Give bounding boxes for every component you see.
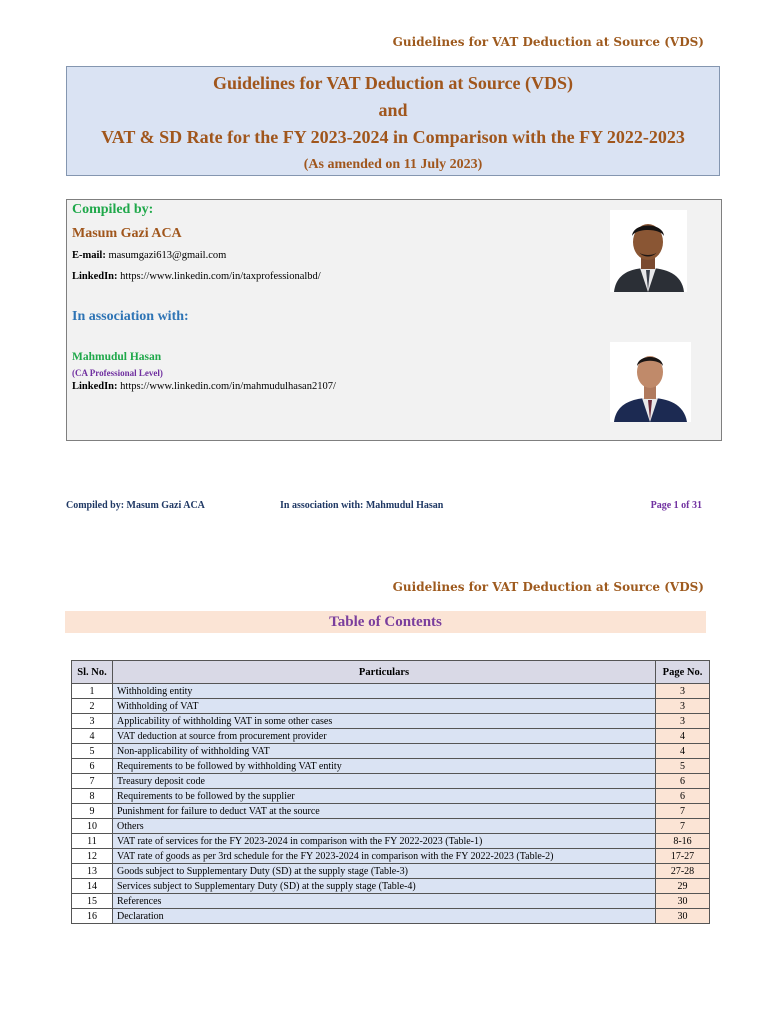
table-row[interactable]: [72, 894, 710, 909]
table-row[interactable]: [72, 864, 710, 879]
toc-row-number: 5: [72, 744, 113, 759]
toc-row-page: 3: [656, 699, 710, 714]
toc-row-title: Requirements to be followed by the supplier: [113, 789, 656, 804]
toc-row-number: 16: [72, 909, 113, 924]
toc-row-number: 7: [72, 774, 113, 789]
toc-table: [71, 660, 710, 924]
table-row[interactable]: [72, 804, 710, 819]
table-row[interactable]: [72, 774, 710, 789]
toc-row-number: 15: [72, 894, 113, 909]
toc-header-row: [72, 661, 710, 684]
toc-row-title: VAT deduction at source from procurement provider: [113, 729, 656, 744]
footer-association: In association with: Mahmudul Hasan: [280, 500, 444, 511]
compiled-by-label: Compiled by:: [72, 202, 154, 217]
page-number: Page 1 of 31: [650, 500, 702, 511]
associate-linkedin: [72, 381, 336, 392]
associate-level: (CA Professional Level): [72, 368, 163, 378]
running-header: Guidelines for VAT Deduction at Source (VDS): [392, 35, 704, 49]
author-box: [66, 199, 722, 441]
table-row[interactable]: [72, 714, 710, 729]
title-and: and: [378, 100, 408, 120]
footer-compiled: Compiled by: Masum Gazi ACA: [66, 500, 205, 511]
table-row[interactable]: [72, 699, 710, 714]
linkedin-link[interactable]: https://www.linkedin.com/in/mahmudulhasan2107/: [120, 381, 336, 392]
title-box: [66, 66, 720, 176]
toc-row-page: 4: [656, 729, 710, 744]
toc-row-page: 30: [656, 909, 710, 924]
email-value[interactable]: masumgazi613@gmail.com: [108, 250, 227, 261]
toc-row-title: Services subject to Supplementary Duty (SD) at the supply stage (Table-4): [113, 879, 656, 894]
author-email: [72, 250, 226, 261]
toc-title: Table of Contents: [65, 611, 706, 633]
toc-row-title: VAT rate of services for the FY 2023-2024 in comparison with the FY 2022-2023 (Table-1): [113, 834, 656, 849]
toc-row-page: 27-28: [656, 864, 710, 879]
toc-row-number: 1: [72, 684, 113, 699]
toc-row-page: 6: [656, 789, 710, 804]
toc-row-title: Punishment for failure to deduct VAT at the source: [113, 804, 656, 819]
table-row[interactable]: [72, 744, 710, 759]
running-header: Guidelines for VAT Deduction at Source (VDS): [392, 580, 704, 594]
author-name: Masum Gazi ACA: [72, 226, 182, 241]
table-row[interactable]: [72, 759, 710, 774]
associate-name: Mahmudul Hasan: [72, 351, 162, 363]
toc-row-page: 8-16: [656, 834, 710, 849]
toc-row-title: Non-applicability of withholding VAT: [113, 744, 656, 759]
toc-row-number: 9: [72, 804, 113, 819]
linkedin-label: LinkedIn:: [72, 381, 118, 392]
toc-row-number: 6: [72, 759, 113, 774]
table-row[interactable]: [72, 849, 710, 864]
toc-row-number: 11: [72, 834, 113, 849]
document-subtitle: VAT & SD Rate for the FY 2023-2024 in Comparison with the FY 2022-2023: [101, 127, 685, 147]
table-row[interactable]: [72, 909, 710, 924]
toc-row-page: 3: [656, 714, 710, 729]
toc-row-title: VAT rate of goods as per 3rd schedule for the FY 2023-2024 in comparison with the FY 2022-2023 (Table-2): [113, 849, 656, 864]
toc-row-number: 2: [72, 699, 113, 714]
toc-row-number: 4: [72, 729, 113, 744]
toc-row-page: 6: [656, 774, 710, 789]
toc-row-page: 7: [656, 819, 710, 834]
toc-row-page: 30: [656, 894, 710, 909]
toc-row-title: Applicability of withholding VAT in some other cases: [113, 714, 656, 729]
toc-row-title: Treasury deposit code: [113, 774, 656, 789]
toc-row-title: Withholding entity: [113, 684, 656, 699]
table-row[interactable]: [72, 819, 710, 834]
sl-no-header: Sl. No.: [72, 661, 113, 684]
table-row[interactable]: [72, 834, 710, 849]
toc-row-title: Withholding of VAT: [113, 699, 656, 714]
toc-row-title: Requirements to be followed by withholding VAT entity: [113, 759, 656, 774]
linkedin-label: LinkedIn:: [72, 271, 118, 282]
toc-row-page: 7: [656, 804, 710, 819]
toc-row-page: 3: [656, 684, 710, 699]
author-linkedin: [72, 271, 321, 282]
toc-row-number: 10: [72, 819, 113, 834]
toc-row-page: 17-27: [656, 849, 710, 864]
email-label: E-mail:: [72, 250, 106, 261]
toc-row-title: Others: [113, 819, 656, 834]
table-row[interactable]: [72, 729, 710, 744]
association-label: In association with:: [72, 309, 189, 324]
toc-row-title: Goods subject to Supplementary Duty (SD) at the supply stage (Table-3): [113, 864, 656, 879]
toc-row-number: 12: [72, 849, 113, 864]
toc-row-page: 4: [656, 744, 710, 759]
toc-row-number: 3: [72, 714, 113, 729]
table-row[interactable]: [72, 684, 710, 699]
toc-row-title: Declaration: [113, 909, 656, 924]
toc-body: [72, 684, 710, 924]
toc-row-page: 5: [656, 759, 710, 774]
associate-photo: [610, 342, 691, 422]
amended-date: (As amended on 11 July 2023): [303, 157, 483, 172]
table-row[interactable]: [72, 789, 710, 804]
toc-row-page: 29: [656, 879, 710, 894]
toc-row-number: 14: [72, 879, 113, 894]
toc-row-number: 8: [72, 789, 113, 804]
document-title: Guidelines for VAT Deduction at Source (VDS): [212, 73, 574, 93]
toc-row-number: 13: [72, 864, 113, 879]
toc-row-title: References: [113, 894, 656, 909]
linkedin-link[interactable]: https://www.linkedin.com/in/taxprofessionalbd/: [120, 271, 321, 282]
author-photo: [610, 210, 687, 292]
table-row[interactable]: [72, 879, 710, 894]
page-no-header: Page No.: [656, 661, 710, 684]
particulars-header: Particulars: [113, 661, 656, 684]
